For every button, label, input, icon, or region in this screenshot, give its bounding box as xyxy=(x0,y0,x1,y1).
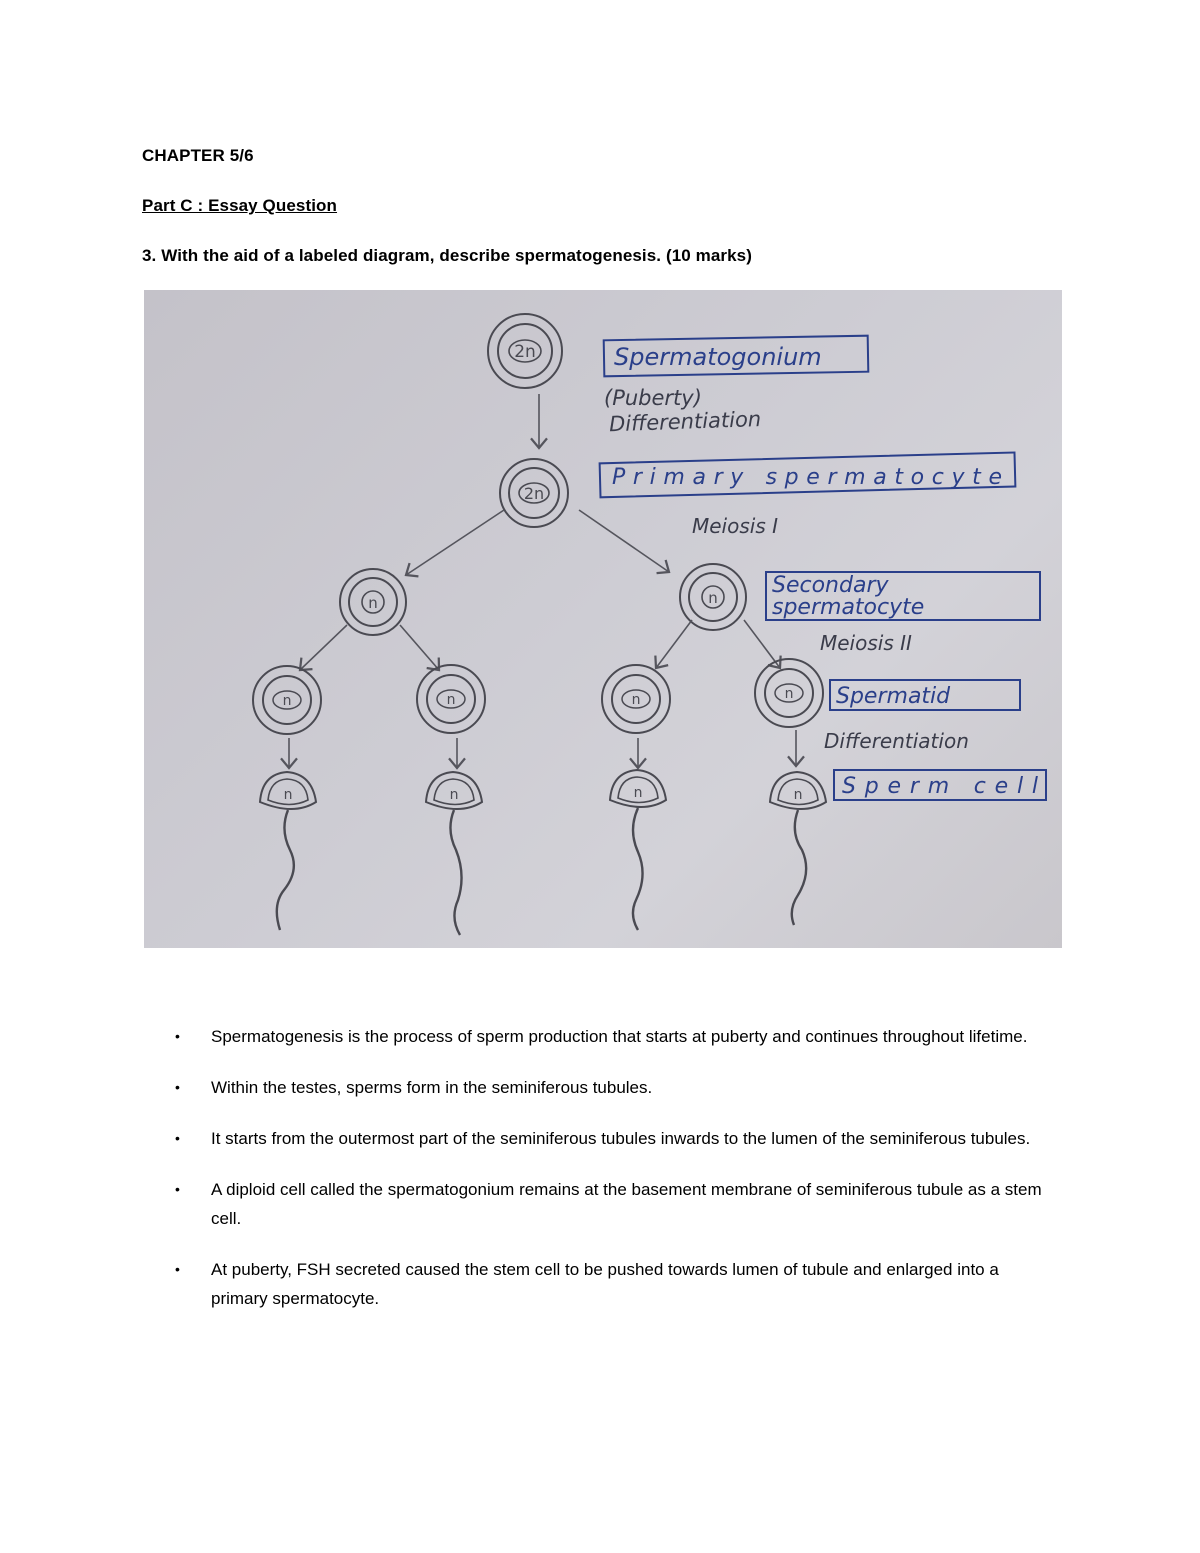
spermatid-cell-1 xyxy=(253,666,321,734)
bullet-item xyxy=(175,1022,1055,1051)
spermatid-4-ploidy: n xyxy=(784,686,794,702)
bullet-dot: • xyxy=(175,1181,180,1197)
sperm-cell-2 xyxy=(426,772,482,935)
secondary-spermatocyte-cell-right xyxy=(680,564,746,630)
bullet-text: A diploid cell called the spermatogonium remains at the basement membrane of seminiferous tubule as a stem cell. xyxy=(211,1180,1042,1228)
secondary-right-ploidy: n xyxy=(708,589,718,607)
arrow-left xyxy=(406,510,504,575)
label-meiosis-2: Meiosis II xyxy=(820,631,912,655)
bullet-text: Within the testes, sperms form in the seminiferous tubules. xyxy=(211,1078,653,1097)
bullet-text: At puberty, FSH secreted caused the stem cell to be pushed towards lumen of tubule and enlarged into a primary spermatocyte. xyxy=(211,1260,999,1308)
label-differentiation-1: Differentiation xyxy=(608,407,762,437)
spermatid-cell-2 xyxy=(417,665,485,733)
sperm-cell-1 xyxy=(260,772,316,930)
label-meiosis-1: Meiosis I xyxy=(692,514,779,538)
diagram-drawing xyxy=(144,290,1062,948)
spermatogonium-ploidy: 2n xyxy=(514,342,536,362)
secondary-spermatocyte-cell-left xyxy=(340,569,406,635)
label-secondary-line1: Secondary xyxy=(772,573,889,598)
primary-spermatocyte-cell xyxy=(500,459,568,527)
spermatogenesis-diagram-photo xyxy=(144,290,1062,948)
label-spermatogonium: Spermatogonium xyxy=(614,343,822,371)
bullet-dot: • xyxy=(175,1130,180,1146)
bullet-item xyxy=(175,1073,1055,1102)
spermatid-cell-3 xyxy=(602,665,670,733)
arrow-right xyxy=(579,510,669,572)
label-spermatid: Spermatid xyxy=(836,684,951,709)
bullet-item xyxy=(175,1175,1055,1233)
label-differentiation-2: Differentiation xyxy=(824,729,969,753)
label-secondary-line2: spermatocyte xyxy=(772,595,925,620)
label-puberty: (Puberty) xyxy=(604,386,702,410)
label-primary-spermatocyte: Primary spermatocyte xyxy=(612,465,1002,490)
sperm-2-ploidy: n xyxy=(449,787,459,803)
bullet-list xyxy=(175,1022,1055,1335)
sperm-cell-4 xyxy=(770,772,826,925)
bullet-dot: • xyxy=(175,1261,180,1277)
sperm-1-ploidy: n xyxy=(283,787,293,803)
spermatid-2-ploidy: n xyxy=(446,692,456,708)
part-heading: Part C : Essay Question xyxy=(142,196,338,215)
bullet-item xyxy=(175,1124,1055,1153)
bullet-text: Spermatogenesis is the process of sperm production that starts at puberty and continues throughout lifetime. xyxy=(211,1027,1028,1046)
spermatid-1-ploidy: n xyxy=(282,693,292,709)
chapter-heading: CHAPTER 5/6 xyxy=(142,146,254,165)
question-text: 3. With the aid of a labeled diagram, describe spermatogenesis. (10 marks) xyxy=(142,246,753,265)
sperm-4-ploidy: n xyxy=(793,787,803,803)
spermatid-3-ploidy: n xyxy=(631,692,641,708)
bullet-text: It starts from the outermost part of the seminiferous tubules inwards to the lumen of the seminiferous tubules. xyxy=(211,1129,1031,1148)
spermatogonium-cell xyxy=(488,314,562,388)
bullet-dot: • xyxy=(175,1079,180,1095)
sperm-cell-3 xyxy=(610,770,666,930)
label-sperm-cell: Sperm cell xyxy=(842,774,1038,799)
sperm-3-ploidy: n xyxy=(633,785,643,801)
secondary-left-ploidy: n xyxy=(368,594,378,612)
spermatid-cell-4 xyxy=(755,659,823,727)
bullet-dot: • xyxy=(175,1028,180,1044)
bullet-item xyxy=(175,1255,1055,1313)
primary-ploidy: 2n xyxy=(523,484,545,503)
